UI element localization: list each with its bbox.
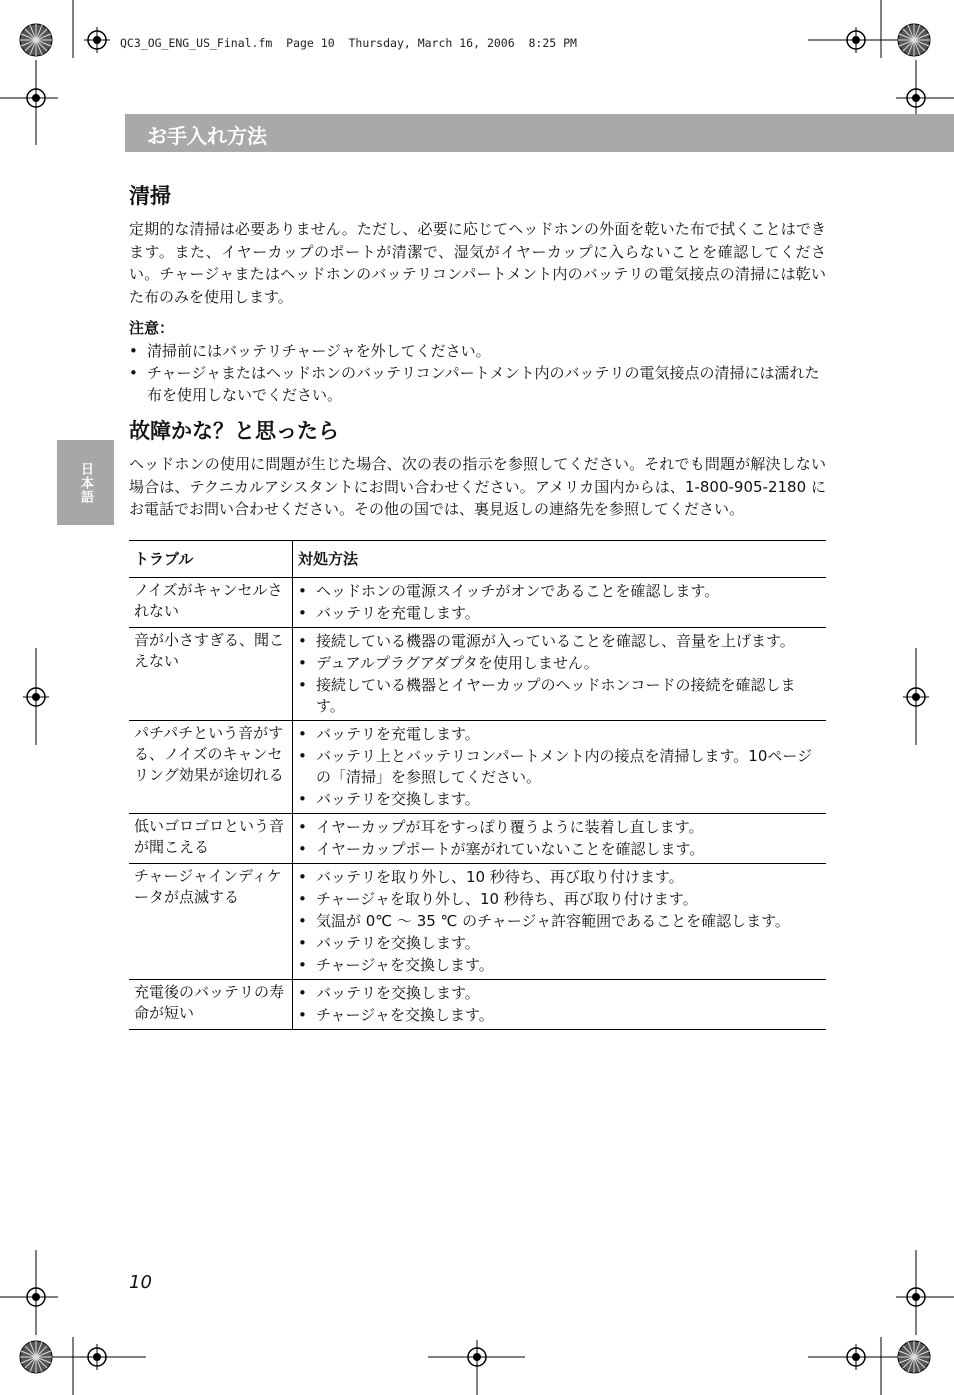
solution-cell xyxy=(293,628,827,721)
registration-mark-icon xyxy=(464,1344,490,1370)
list-item: • チャージャを交換します。 xyxy=(298,955,821,976)
registration-mark-icon xyxy=(84,1344,110,1370)
registration-mark-icon xyxy=(23,684,49,710)
cleaning-body: 定期的な清掃は必要ありません。ただし、必要に応じてヘッドホンの外面を乾いた布で拭くことはできます。また、イヤーカップのポートが清潔で、湿気がイヤーカップに入らないことを確認してください。チャージャまたはヘッドホンのバッテリコンパートメント内のバッテリの電気接点の清掃には乾いた布のみを使用します。 xyxy=(129,220,826,306)
list-item: • デュアルプラグアダプタを使用しません。 xyxy=(298,653,821,674)
table-row xyxy=(129,814,826,864)
troubleshooting-table xyxy=(129,540,826,1030)
list-item: • イヤーカップが耳をすっぽり覆うように装着し直します。 xyxy=(298,817,821,838)
section-header-bar xyxy=(125,114,954,152)
language-side-tab xyxy=(57,440,114,525)
solution-cell xyxy=(293,980,827,1030)
solution-cell xyxy=(293,578,827,628)
list-item: • バッテリを取り外し、10 秒待ち、再び取り付けます。 xyxy=(298,867,821,888)
problem-cell: 音が小さすぎる、聞こえない xyxy=(129,628,293,721)
list-item: • チャージャまたはヘッドホンのバッテリコンパートメント内のバッテリの電気接点の清掃には濡れた布を使用しないでください。 xyxy=(129,362,826,406)
troubleshooting-heading: 故障かな？と思ったら xyxy=(129,419,339,443)
print-slug: QC3_OG_ENG_US_Final.fm Page 10 Thursday, March 16, 2006 8:25 PM xyxy=(120,36,577,50)
problem-cell: ノイズがキャンセルされない xyxy=(129,578,293,628)
star-target-icon xyxy=(896,1339,932,1375)
table-row xyxy=(129,864,826,980)
caution-list xyxy=(129,340,826,406)
star-target-icon xyxy=(896,22,932,58)
table-row xyxy=(129,628,826,721)
problem-cell: 低いゴロゴロという音が聞こえる xyxy=(129,814,293,864)
registration-mark-icon xyxy=(903,85,929,111)
column-header-problem: トラブル xyxy=(129,541,293,578)
cleaning-heading: 清掃 xyxy=(129,184,171,208)
table-row xyxy=(129,980,826,1030)
table-row xyxy=(129,578,826,628)
solution-cell xyxy=(293,721,827,814)
list-item: • 接続している機器の電源が入っていることを確認し、音量を上げます。 xyxy=(298,631,821,652)
problem-cell: 充電後のバッテリの寿命が短い xyxy=(129,980,293,1030)
list-item: • バッテリを交換します。 xyxy=(298,983,821,1004)
list-item: • バッテリを充電します。 xyxy=(298,603,821,624)
problem-cell: チャージャインディケータが点滅する xyxy=(129,864,293,980)
list-item: • ヘッドホンの電源スイッチがオンであることを確認します。 xyxy=(298,581,821,602)
registration-mark-icon xyxy=(843,27,869,53)
list-item: • 気温が 0℃ ～ 35 ℃ のチャージャ許容範囲であることを確認します。 xyxy=(298,911,821,932)
section-title: お手入れ方法 xyxy=(147,124,267,148)
solution-cell xyxy=(293,864,827,980)
star-target-icon xyxy=(18,1339,54,1375)
list-item: • 清掃前にはバッテリチャージャを外してください。 xyxy=(129,340,826,362)
star-target-icon xyxy=(18,22,54,58)
column-header-solution: 対処方法 xyxy=(293,541,827,578)
troubleshooting-body: ヘッドホンの使用に問題が生じた場合、次の表の指示を参照してください。それでも問題が解決しない場合は、テクニカルアシスタントにお問い合わせください。アメリカ国内からは、1-800-905-2180 にお電話でお問い合わせください。その他の国では、裏見返しの連絡先を参照してください。 xyxy=(129,455,826,518)
list-item: • バッテリを交換します。 xyxy=(298,933,821,954)
list-item: • チャージャを取り外し、10 秒待ち、再び取り付けます。 xyxy=(298,889,821,910)
page-number: 10 xyxy=(129,1272,152,1293)
list-item: • 接続している機器とイヤーカップのヘッドホンコードの接続を確認します。 xyxy=(298,675,821,717)
registration-mark-icon xyxy=(903,684,929,710)
list-item: • バッテリ上とバッテリコンパートメント内の接点を清掃します。10ページの「清掃」を参照してください。 xyxy=(298,746,821,788)
solution-cell xyxy=(293,814,827,864)
cleaning-section xyxy=(129,180,826,406)
list-item: • イヤーカップポートが塞がれていないことを確認します。 xyxy=(298,839,821,860)
caution-label: 注意： xyxy=(129,319,175,337)
list-item: • バッテリを充電します。 xyxy=(298,724,821,745)
table-row xyxy=(129,721,826,814)
language-side-tab-label: 日本語 xyxy=(78,461,93,504)
list-item: • チャージャを交換します。 xyxy=(298,1005,821,1026)
registration-mark-icon xyxy=(23,1284,49,1310)
table-header-row xyxy=(129,541,826,578)
registration-mark-icon xyxy=(843,1344,869,1370)
list-item: • バッテリを交換します。 xyxy=(298,789,821,810)
troubleshooting-section xyxy=(129,415,826,521)
registration-mark-icon xyxy=(84,27,110,53)
registration-mark-icon xyxy=(903,1284,929,1310)
problem-cell: パチパチという音がする、ノイズのキャンセリング効果が途切れる xyxy=(129,721,293,814)
registration-mark-icon xyxy=(23,85,49,111)
